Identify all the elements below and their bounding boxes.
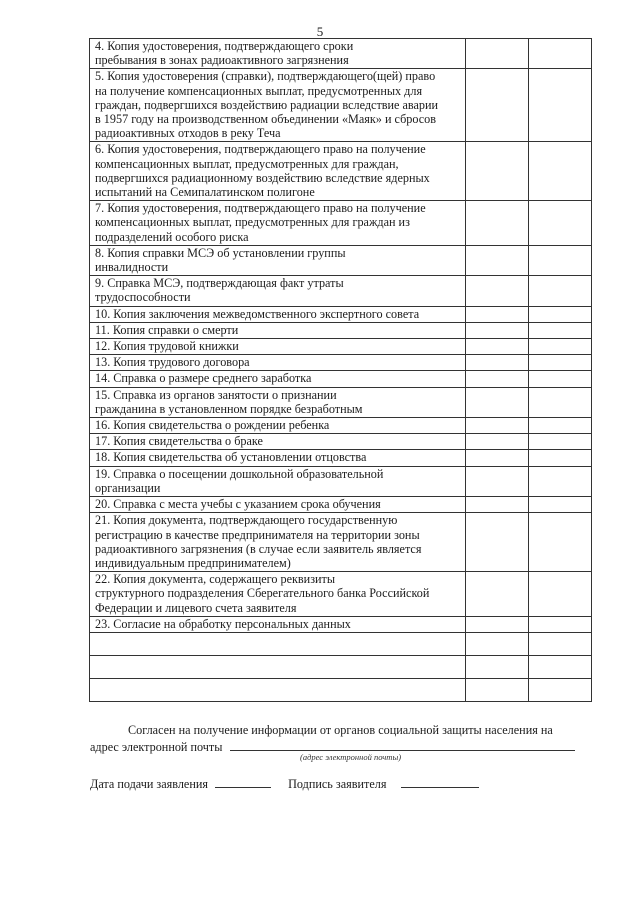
document-name: 6. Копия удостоверения, подтверждающего право на получение компенсационных выплат, предусмотренных для граждан, подвергшихся радиационному воздействию вследствие ядерных испытаний на Семипалатинском полигоне [95, 142, 430, 200]
document-row [90, 276, 592, 306]
document-mark-cell[interactable] [466, 371, 529, 387]
email-prefix: адрес электронной почты [90, 740, 223, 754]
document-row [90, 450, 592, 466]
document-row [90, 355, 592, 371]
document-name-cell [90, 69, 466, 142]
document-mark-cell[interactable] [466, 306, 529, 322]
document-name: 7. Копия удостоверения, подтверждающего право на получение компенсационных выплат, предусмотренных для граждан из подразделений особого риска [95, 201, 426, 244]
document-note-cell[interactable] [529, 497, 592, 513]
document-name: 16. Копия свидетельства о рождении ребенка [95, 418, 330, 433]
documents-table-body [90, 39, 592, 702]
blank-row [90, 678, 592, 701]
blank-cell[interactable] [90, 655, 466, 678]
signature-input-line[interactable] [401, 775, 479, 788]
document-note-cell[interactable] [529, 201, 592, 246]
document-note-cell[interactable] [529, 616, 592, 632]
document-note-cell[interactable] [529, 387, 592, 417]
document-name: 10. Копия заключения межведомственного экспертного совета [95, 306, 420, 321]
document-mark-cell[interactable] [466, 466, 529, 496]
document-note-cell[interactable] [529, 418, 592, 434]
document-name-cell [90, 434, 466, 450]
blank-cell[interactable] [90, 632, 466, 655]
document-mark-cell[interactable] [466, 418, 529, 434]
document-name: 11. Копия справки о смерти [95, 322, 239, 337]
email-caption: (адрес электронной почты) [300, 752, 402, 762]
document-name-cell [90, 201, 466, 246]
document-row [90, 39, 592, 69]
document-row [90, 497, 592, 513]
document-note-cell[interactable] [529, 572, 592, 617]
blank-cell[interactable] [466, 655, 529, 678]
document-name-cell [90, 387, 466, 417]
document-mark-cell[interactable] [466, 387, 529, 417]
document-name: 8. Копия справки МСЭ об установлении группы инвалидности [95, 245, 346, 275]
document-mark-cell[interactable] [466, 245, 529, 275]
document-note-cell[interactable] [529, 245, 592, 275]
document-name: 22. Копия документа, содержащего реквизиты структурного подразделения Сберегательного банка Российской Федерации и лицевого счета заявителя [95, 572, 430, 615]
document-note-cell[interactable] [529, 322, 592, 338]
blank-row [90, 632, 592, 655]
document-row [90, 322, 592, 338]
document-name: 17. Копия свидетельства о браке [95, 434, 263, 449]
document-mark-cell[interactable] [466, 276, 529, 306]
document-name-cell [90, 616, 466, 632]
document-name-cell [90, 306, 466, 322]
document-name-cell [90, 572, 466, 617]
document-mark-cell[interactable] [466, 339, 529, 355]
document-mark-cell[interactable] [466, 616, 529, 632]
document-row [90, 513, 592, 572]
blank-cell[interactable] [466, 678, 529, 701]
document-name-cell [90, 371, 466, 387]
document-note-cell[interactable] [529, 142, 592, 201]
document-name-cell [90, 245, 466, 275]
email-input-line[interactable] [230, 738, 575, 751]
document-note-cell[interactable] [529, 276, 592, 306]
blank-cell[interactable] [466, 632, 529, 655]
document-row [90, 434, 592, 450]
document-name-cell [90, 450, 466, 466]
document-mark-cell[interactable] [466, 513, 529, 572]
document-note-cell[interactable] [529, 69, 592, 142]
document-mark-cell[interactable] [466, 497, 529, 513]
page-number: 5 [316, 24, 324, 39]
date-input-line[interactable] [215, 775, 271, 788]
document-row [90, 306, 592, 322]
document-name: 20. Справка с места учебы с указанием срока обучения [95, 497, 381, 512]
document-row [90, 466, 592, 496]
document-name-cell [90, 142, 466, 201]
document-mark-cell[interactable] [466, 201, 529, 246]
document-name: 19. Справка о посещении дошкольной образовательной организации [95, 466, 384, 495]
document-mark-cell[interactable] [466, 142, 529, 201]
document-name-cell [90, 418, 466, 434]
document-mark-cell[interactable] [466, 572, 529, 617]
document-note-cell[interactable] [529, 466, 592, 496]
document-mark-cell[interactable] [466, 39, 529, 69]
blank-row [90, 655, 592, 678]
document-name-cell [90, 339, 466, 355]
document-name: 4. Копия удостоверения, подтверждающего сроки пребывания в зонах радиоактивного загрязнения [95, 39, 354, 68]
document-name: 9. Справка МСЭ, подтверждающая факт утраты трудоспособности [95, 276, 344, 305]
document-name-cell [90, 39, 466, 69]
document-row [90, 387, 592, 417]
document-mark-cell[interactable] [466, 322, 529, 338]
document-name: 15. Справка из органов занятости о признании гражданина в установленном порядке безработным [95, 387, 363, 416]
document-name: 23. Согласие на обработку персональных данных [95, 616, 351, 631]
blank-cell[interactable] [90, 678, 466, 701]
document-name: 21. Копия документа, подтверждающего государственную регистрацию в качестве предпринимателя на территории зоны радиоактивного загрязнения (в случае если заявитель является индивидуальным предпринимателем) [95, 513, 422, 570]
document-row [90, 142, 592, 201]
document-name-cell [90, 276, 466, 306]
document-note-cell[interactable] [529, 434, 592, 450]
document-name: 18. Копия свидетельства об установлении отцовства [95, 450, 367, 465]
document-note-cell[interactable] [529, 513, 592, 572]
document-note-cell[interactable] [529, 339, 592, 355]
document-name: 14. Справка о размере среднего заработка [95, 371, 312, 386]
document-note-cell[interactable] [529, 371, 592, 387]
document-row [90, 371, 592, 387]
document-name: 13. Копия трудового договора [95, 355, 250, 370]
document-name-cell [90, 513, 466, 572]
document-row [90, 339, 592, 355]
blank-cell[interactable] [529, 678, 592, 701]
date-label: Дата подачи заявления [90, 777, 208, 791]
document-row [90, 572, 592, 617]
document-name-cell [90, 497, 466, 513]
document-row [90, 69, 592, 142]
document-note-cell[interactable] [529, 306, 592, 322]
blank-cell[interactable] [529, 632, 592, 655]
document-name: 12. Копия трудовой книжки [95, 339, 239, 354]
document-note-cell[interactable] [529, 355, 592, 371]
blank-cell[interactable] [529, 655, 592, 678]
document-name-cell [90, 355, 466, 371]
signature-row [90, 775, 590, 792]
document-note-cell[interactable] [529, 39, 592, 69]
document-mark-cell[interactable] [466, 434, 529, 450]
document-name-cell [90, 322, 466, 338]
document-row [90, 245, 592, 275]
document-row [90, 616, 592, 632]
document-mark-cell[interactable] [466, 355, 529, 371]
document-note-cell[interactable] [529, 450, 592, 466]
documents-table [89, 38, 592, 702]
document-mark-cell[interactable] [466, 69, 529, 142]
document-row [90, 418, 592, 434]
signature-label: Подпись заявителя [288, 777, 387, 791]
document-row [90, 201, 592, 246]
document-mark-cell[interactable] [466, 450, 529, 466]
consent-text: Согласен на получение информации от органов социальной защиты населения на [128, 723, 553, 737]
document-name: 5. Копия удостоверения (справки), подтверждающего(щей) право на получение компенсационных выплат, предусмотренных для граждан, подвергшихся воздействию радиации вследствие аварии в 1957 году на производственном объединении «Маяк» и сбросов радиоактивных отходов в реку Теча [95, 69, 439, 141]
document-name-cell [90, 466, 466, 496]
